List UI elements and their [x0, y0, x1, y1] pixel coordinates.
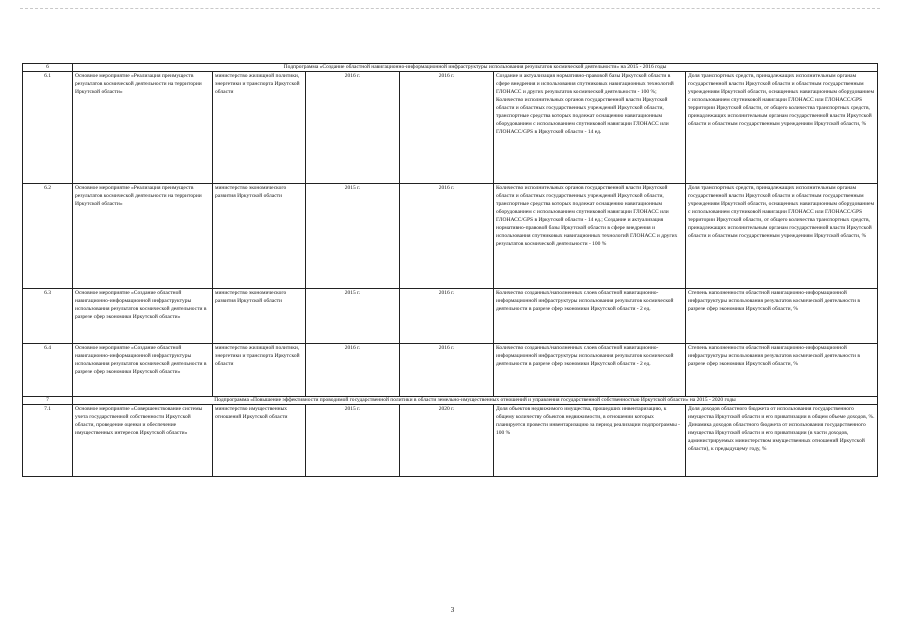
row-number: 6.1	[23, 72, 73, 184]
scan-top-edge	[20, 8, 880, 9]
start-year: 2015 г.	[306, 405, 400, 477]
target-indicator: Количество созданных/наполненных слоев областной навигационно-информационной инфраструктуры использования результатов космической деятельности в разрезе сфер экономики Иркутской области - 2 ед.	[494, 289, 686, 344]
table-row	[23, 344, 878, 397]
executor: министерство жилищной политики, энергетики и транспорта Иркутской области	[213, 72, 306, 184]
result-indicator: Доля доходов областного бюджета от использования государственного имущества Иркутской области и его приватизации в общем объеме доходов, %. Динамика доходов областного бюджета от использования государственного имущества Иркутской области и его приватизации (в части доходов, администрируемых министерством имущественных отношений Иркутской области), к предыдущему году, %	[686, 405, 878, 477]
target-indicator: Количество исполнительных органов государственной власти Иркутской области и областных государственных учреждений Иркутской области, транспортные средства которых подлежат оснащению навигационным оборудованием с использованием спутниковой навигации ГЛОНАСС или ГЛОНАСС/GPS в Иркутской области - 14 ед.; Создание и актуализация нормативно-правовой базы Иркутской области в сфере внедрения и использования спутниковых навигационных технологий ГЛОНАСС и других результатов космической деятельности - 100 %	[494, 184, 686, 289]
start-year: 2016 г.	[306, 72, 400, 184]
page-number: 3	[450, 606, 455, 614]
table-row	[23, 184, 878, 289]
end-year: 2020 г.	[400, 405, 494, 477]
target-indicator: Доля объектов недвижимого имущества, прошедших инвентаризацию, к общему количеству объектов недвижимости, в отношении которых планируется провести инвентаризацию за период реализации подпрограммы - 100 %	[494, 405, 686, 477]
activity-name: Основное мероприятие «Реализация преимуществ результатов космической деятельности на территории Иркутской области»	[73, 72, 213, 184]
row-number: 6.3	[23, 289, 73, 344]
executor: министерство жилищной политики, энергетики и транспорта Иркутской области	[213, 344, 306, 397]
target-indicator: Создание и актуализация нормативно-правовой базы Иркутской области в сфере внедрения и использования спутниковых навигационных технологий ГЛОНАСС и других результатов космической деятельности - 100 %; Количество исполнительных органов государственной власти Иркутской области и областных государственных учреждений Иркутской области, транспортные средства которых подлежат оснащению навигационным оборудованием с использованием спутниковой навигации ГЛОНАСС или ГЛОНАСС/GPS в Иркутской области - 14 ед.	[494, 72, 686, 184]
start-year: 2016 г.	[306, 344, 400, 397]
table-row	[23, 405, 878, 477]
section-number: 7	[23, 397, 73, 405]
activity-name: Основное мероприятие «Совершенствование системы учета государственной собственности Иркутской области, проведение оценки и обеспечение имущественных интересов Иркутской области»	[73, 405, 213, 477]
section-title: Подпрограмма «Создание областной навигационно-информационной инфраструктуры использования результатов космической деятельности» на 2015 - 2016 годы	[73, 64, 878, 72]
end-year: 2016 г.	[400, 72, 494, 184]
result-indicator: Степень наполненности областной навигационно-информационной инфраструктуры использования результатов космической деятельности в разрезе сфер экономики Иркутской области, %	[686, 344, 878, 397]
start-year: 2015 г.	[306, 289, 400, 344]
target-indicator: Количество созданных/наполненных слоев областной навигационно-информационной инфраструктуры использования результатов космической деятельности в разрезе сфер экономики Иркутской области - 2 ед.	[494, 344, 686, 397]
table-row	[23, 289, 878, 344]
end-year: 2016 г.	[400, 289, 494, 344]
row-number: 6.4	[23, 344, 73, 397]
end-year: 2016 г.	[400, 184, 494, 289]
executor: министерство имущественных отношений Иркутской области	[213, 405, 306, 477]
activity-name: Основное мероприятие «Создание областной навигационно-информационной инфраструктуры использования результатов космической деятельности в разрезе сфер экономики Иркутской области»	[73, 289, 213, 344]
result-indicator: Доля транспортных средств, принадлежащих исполнительным органам государственной власти Иркутской области и областным государственным учреждениям Иркутской области, оснащенных навигационным оборудованием с использованием спутниковой навигации ГЛОНАСС или ГЛОНАСС/GPS территории Иркутской области, от общего количества транспортных средств, принадлежащих исполнительным органам государственной власти Иркутской области и областным государственным учреждениям Иркутской области, %	[686, 72, 878, 184]
activity-name: Основное мероприятие «Создание областной навигационно-информационной инфраструктуры использования результатов космической деятельности в разрезе сфер экономики Иркутской области»	[73, 344, 213, 397]
executor: министерство экономического развития Иркутской области	[213, 184, 306, 289]
start-year: 2015 г.	[306, 184, 400, 289]
table-row	[23, 72, 878, 184]
section-header-row	[23, 397, 878, 405]
activity-name: Основное мероприятие «Реализация преимуществ результатов космической деятельности на территории Иркутской области»	[73, 184, 213, 289]
executor: министерство экономического развития Иркутской области	[213, 289, 306, 344]
section-number: 6	[23, 64, 73, 72]
section-title: Подпрограмма «Повышение эффективности проводимой государственной политики в области земельно-имущественных отношений и управления государственной собственностью Иркутской области» на 2015 - 2020 годы	[73, 397, 878, 405]
end-year: 2016 г.	[400, 344, 494, 397]
result-indicator: Доля транспортных средств, принадлежащих исполнительным органам государственной власти Иркутской области и областным государственным учреждениям Иркутской области, оснащенных навигационным оборудованием с использованием спутниковой навигации ГЛОНАСС или ГЛОНАСС/GPS территории Иркутской области, от общего количества транспортных средств, принадлежащих исполнительным органам государственной власти Иркутской области и областным государственным учреждениям Иркутской области, %	[686, 184, 878, 289]
program-activities-table	[22, 63, 878, 477]
row-number: 6.2	[23, 184, 73, 289]
result-indicator: Степень наполненности областной навигационно-информационной инфраструктуры использования результатов космической деятельности в разрезе сфер экономики Иркутской области, %	[686, 289, 878, 344]
section-header-row	[23, 64, 878, 72]
row-number: 7.1	[23, 405, 73, 477]
